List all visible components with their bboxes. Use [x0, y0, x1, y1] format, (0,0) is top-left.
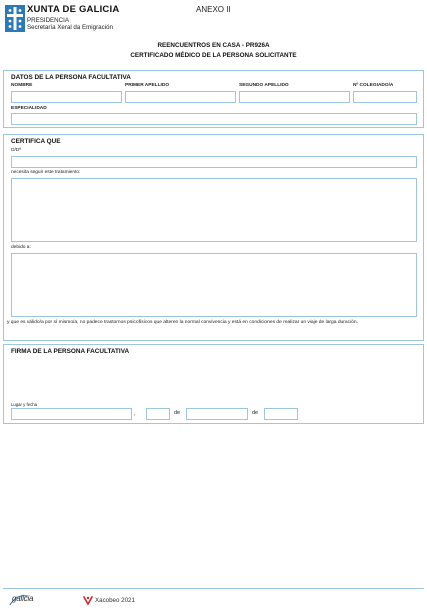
- document-subtitle: CERTIFICADO MÉDICO DE LA PERSONA SOLICITANTE: [130, 52, 297, 59]
- org-name: XUNTA DE GALICIA: [27, 4, 120, 15]
- de-separator-1: de: [174, 410, 181, 416]
- treatment-label: necesita seguir este tratamiento:: [11, 170, 81, 175]
- colegiado-field[interactable]: [353, 91, 417, 103]
- cause-label: debido a:: [11, 245, 31, 250]
- year-field[interactable]: [264, 408, 298, 420]
- xunta-coat-of-arms-icon: [5, 5, 25, 32]
- month-field[interactable]: [186, 408, 248, 420]
- place-date-label: Lugar y fecha: [11, 402, 38, 407]
- xacobeo-logo-icon: [83, 595, 93, 606]
- place-field[interactable]: [11, 408, 132, 420]
- primer-apellido-field[interactable]: [125, 91, 236, 103]
- especialidad-field[interactable]: [11, 113, 417, 125]
- especialidad-label: ESPECIALIDAD: [11, 106, 47, 111]
- segundo-apellido-label: SEGUNDO APELLIDO: [239, 83, 289, 88]
- validity-statement: y que es válido/a por sí mismo/a, no padece trastornos psicofísicos que alteren la normal convivencia y está en condiciones de realizar un viaje de larga duración.: [7, 320, 358, 325]
- xacobeo-brand: Xacobeo 2021: [95, 597, 135, 604]
- certifies-section-title: CERTIFICA QUE: [11, 138, 61, 145]
- treatment-textarea[interactable]: [11, 178, 417, 242]
- doctor-section-title: DATOS DE LA PERSONA FACULTATIVA: [11, 74, 131, 81]
- annex-label: ANEXO II: [196, 5, 231, 14]
- patient-name-field[interactable]: [11, 156, 417, 168]
- doctor-data-section: [3, 70, 424, 128]
- department-name: PRESIDENCIA: [27, 17, 69, 24]
- certifies-section: [3, 134, 424, 341]
- comma-separator: ,: [134, 411, 136, 417]
- nombre-label: NOMBRE: [11, 83, 33, 88]
- patient-label: D/Dª: [11, 148, 22, 153]
- nombre-field[interactable]: [11, 91, 122, 103]
- day-field[interactable]: [146, 408, 170, 420]
- galicia-brand: galicia: [12, 594, 34, 603]
- colegiado-label: Nº COLEGIADO/A: [353, 83, 394, 88]
- primer-apellido-label: PRIMER APELLIDO: [125, 83, 170, 88]
- document-title: REENCUENTROS EN CASA - PR926A: [157, 42, 270, 49]
- cause-textarea[interactable]: [11, 253, 417, 317]
- de-separator-2: de: [252, 410, 259, 416]
- footer-divider: [3, 588, 424, 589]
- signature-section-title: FIRMA DE LA PERSONA FACULTATIVA: [11, 348, 130, 355]
- subdepartment-name: Secretaría Xeral da Emigración: [27, 24, 113, 31]
- segundo-apellido-field[interactable]: [239, 91, 350, 103]
- signature-section: [3, 344, 424, 424]
